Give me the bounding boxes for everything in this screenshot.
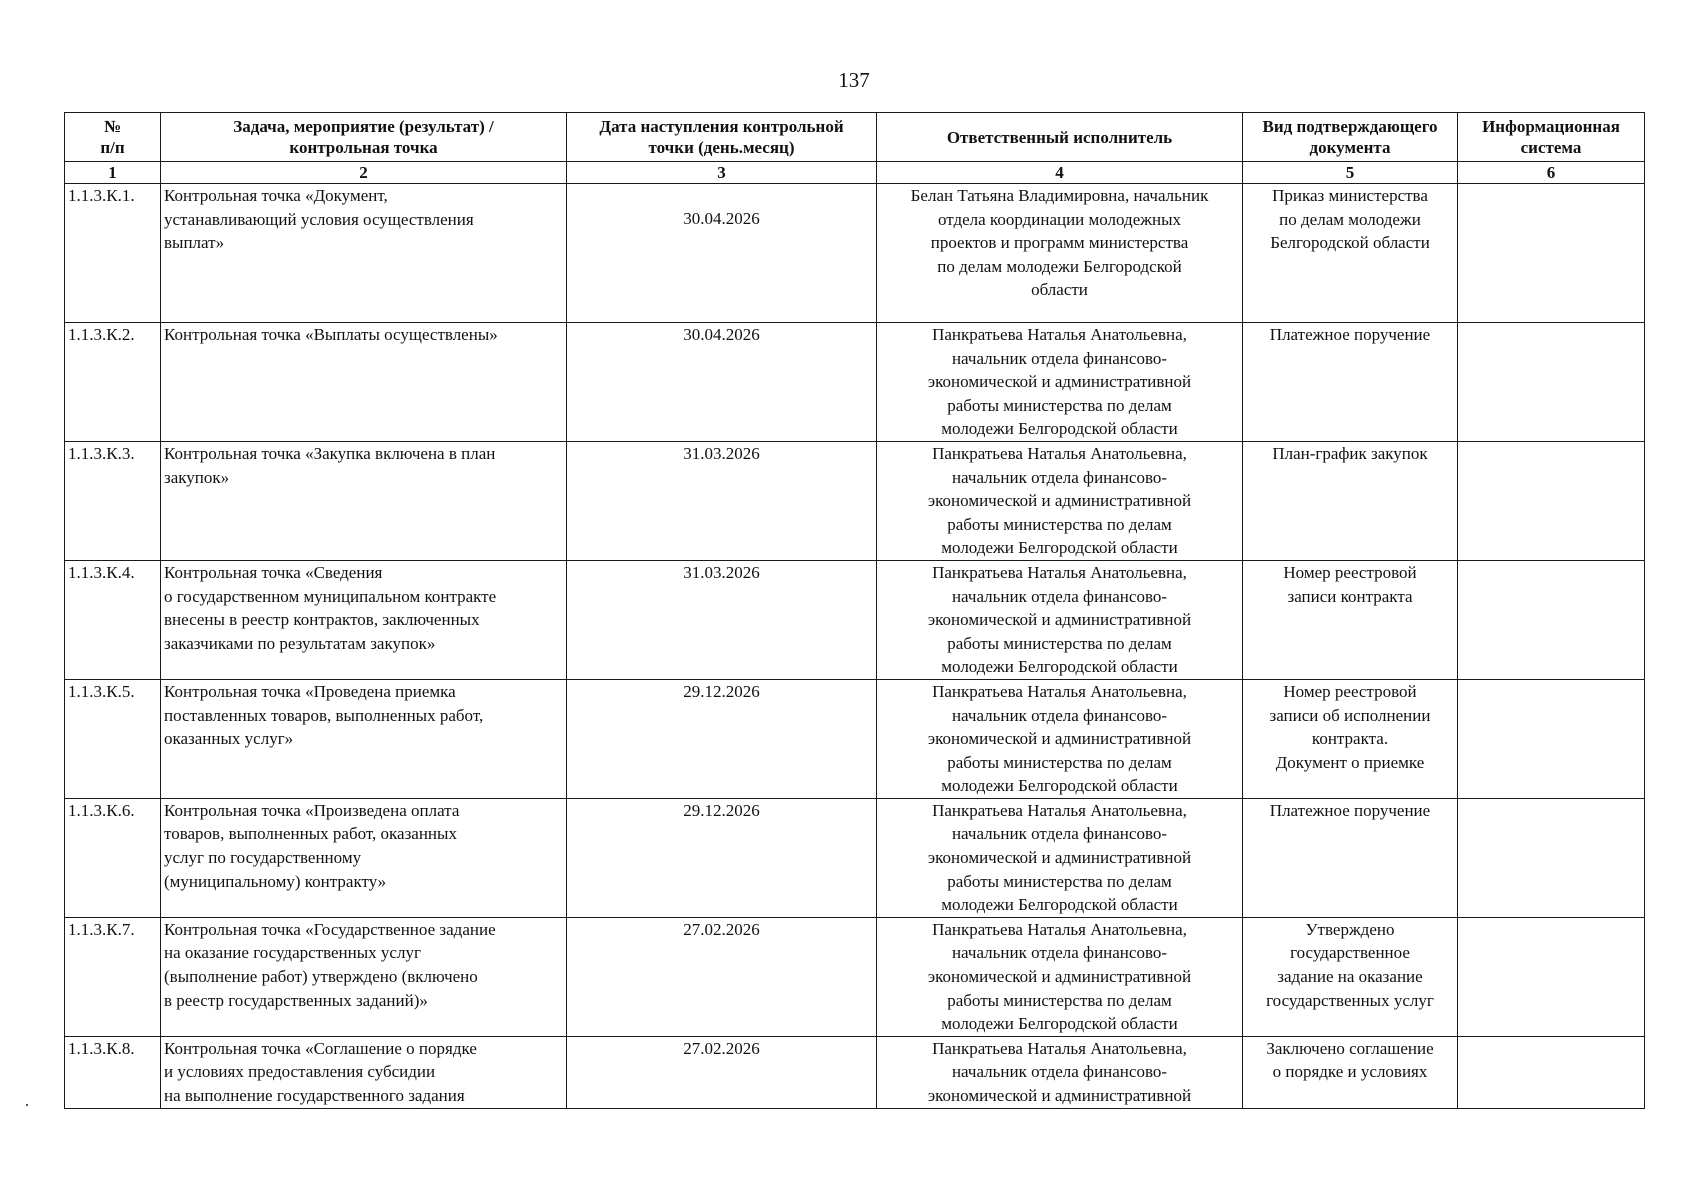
row-date: 27.02.2026 — [567, 1036, 877, 1108]
row-system — [1458, 323, 1645, 442]
row-date: 31.03.2026 — [567, 560, 877, 679]
row-number: 1.1.3.К.5. — [65, 679, 161, 798]
column-number: 4 — [877, 162, 1243, 184]
row-number: 1.1.3.К.7. — [65, 917, 161, 1036]
header-responsible: Ответственный исполнитель — [877, 113, 1243, 162]
table-row — [65, 184, 1645, 323]
row-document: Заключено соглашение о порядке и условиях — [1243, 1036, 1458, 1108]
row-system — [1458, 679, 1645, 798]
row-responsible: Панкратьева Наталья Анатольевна, начальник отдела финансово- экономической и административной работы министерства по делам молодежи Белгородской области — [877, 917, 1243, 1036]
row-number: 1.1.3.К.8. — [65, 1036, 161, 1108]
row-task: Контрольная точка «Выплаты осуществлены» — [161, 323, 567, 442]
row-system — [1458, 560, 1645, 679]
column-number: 3 — [567, 162, 877, 184]
row-system — [1458, 1036, 1645, 1108]
row-task: Контрольная точка «Закупка включена в план закупок» — [161, 441, 567, 560]
row-responsible: Панкратьева Наталья Анатольевна, начальник отдела финансово- экономической и административной работы министерства по делам молодежи Белгородской области — [877, 798, 1243, 917]
row-document: Номер реестровой записи контракта — [1243, 560, 1458, 679]
row-task: Контрольная точка «Государственное задание на оказание государственных услуг (выполнение работ) утверждено (включено в реестр государственных заданий)» — [161, 917, 567, 1036]
row-date: 31.03.2026 — [567, 441, 877, 560]
row-date: 27.02.2026 — [567, 917, 877, 1036]
row-system — [1458, 917, 1645, 1036]
row-document: Платежное поручение — [1243, 798, 1458, 917]
row-responsible: Панкратьева Наталья Анатольевна, начальник отдела финансово- экономической и административной работы министерства по делам молодежи Белгородской области — [877, 441, 1243, 560]
row-number: 1.1.3.К.2. — [65, 323, 161, 442]
row-responsible: Белан Татьяна Владимировна, начальник отдела координации молодежных проектов и программ министерства по делам молодежи Белгородской области — [877, 184, 1243, 323]
row-document: Приказ министерства по делам молодежи Белгородской области — [1243, 184, 1458, 323]
row-number: 1.1.3.К.4. — [65, 560, 161, 679]
table-row — [65, 1036, 1645, 1108]
table-row — [65, 917, 1645, 1036]
table-row — [65, 441, 1645, 560]
row-task: Контрольная точка «Соглашение о порядке и условиях предоставления субсидии на выполнение государственного задания — [161, 1036, 567, 1108]
row-date: 29.12.2026 — [567, 798, 877, 917]
column-number: 5 — [1243, 162, 1458, 184]
scan-speck — [26, 1104, 28, 1106]
row-date: 29.12.2026 — [567, 679, 877, 798]
row-responsible: Панкратьева Наталья Анатольевна, начальник отдела финансово- экономической и административной работы министерства по делам молодежи Белгородской области — [877, 679, 1243, 798]
table-row — [65, 679, 1645, 798]
table-row — [65, 323, 1645, 442]
row-date: 30.04.2026 — [567, 323, 877, 442]
table-row — [65, 798, 1645, 917]
header-row — [65, 113, 1645, 162]
row-date: 30.04.2026 — [567, 184, 877, 323]
row-system — [1458, 184, 1645, 323]
header-task: Задача, мероприятие (результат) / контрольная точка — [161, 113, 567, 162]
row-document: Номер реестровой записи об исполнении контракта. Документ о приемке — [1243, 679, 1458, 798]
table-row — [65, 560, 1645, 679]
column-number-row — [65, 162, 1645, 184]
column-number: 1 — [65, 162, 161, 184]
row-document: Утверждено государственное задание на оказание государственных услуг — [1243, 917, 1458, 1036]
header-system: Информационная система — [1458, 113, 1645, 162]
row-document: План-график закупок — [1243, 441, 1458, 560]
row-responsible: Панкратьева Наталья Анатольевна, начальник отдела финансово- экономической и административной работы министерства по делам молодежи Белгородской области — [877, 560, 1243, 679]
row-task: Контрольная точка «Сведения о государственном муниципальном контракте внесены в реестр контрактов, заключенных заказчиками по результатам закупок» — [161, 560, 567, 679]
row-task: Контрольная точка «Документ, устанавливающий условия осуществления выплат» — [161, 184, 567, 323]
page-number: 137 — [838, 68, 870, 92]
row-number: 1.1.3.К.1. — [65, 184, 161, 323]
column-number: 6 — [1458, 162, 1645, 184]
row-number: 1.1.3.К.6. — [65, 798, 161, 917]
row-system — [1458, 441, 1645, 560]
row-document: Платежное поручение — [1243, 323, 1458, 442]
control-points-table — [64, 112, 1645, 1109]
header-date: Дата наступления контрольной точки (день.месяц) — [567, 113, 877, 162]
row-number: 1.1.3.К.3. — [65, 441, 161, 560]
row-task: Контрольная точка «Проведена приемка поставленных товаров, выполненных работ, оказанных услуг» — [161, 679, 567, 798]
header-number: № п/п — [65, 113, 161, 162]
row-responsible: Панкратьева Наталья Анатольевна, начальник отдела финансово- экономической и административной — [877, 1036, 1243, 1108]
row-responsible: Панкратьева Наталья Анатольевна, начальник отдела финансово- экономической и административной работы министерства по делам молодежи Белгородской области — [877, 323, 1243, 442]
column-number: 2 — [161, 162, 567, 184]
header-document: Вид подтверждающего документа — [1243, 113, 1458, 162]
row-system — [1458, 798, 1645, 917]
row-task: Контрольная точка «Произведена оплата товаров, выполненных работ, оказанных услуг по государственному (муниципальному) контракту» — [161, 798, 567, 917]
